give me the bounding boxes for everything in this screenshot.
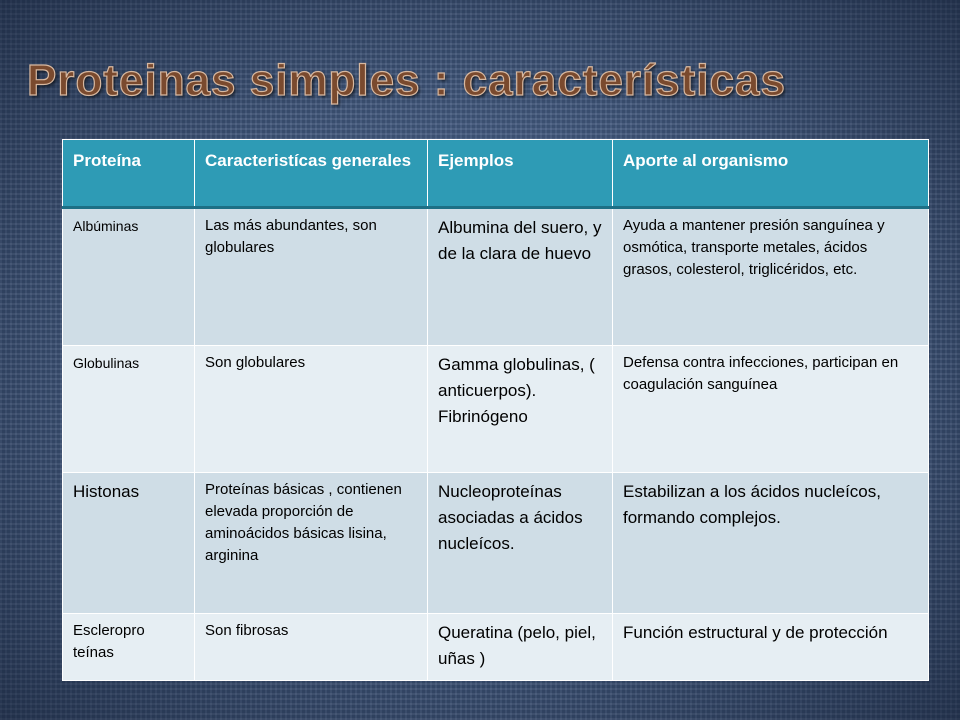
cell-aporte: Función estructural y de protección [613,614,929,681]
table-row [63,208,929,346]
cell-caracteristicas: Son globulares [195,346,428,473]
cell-ejemplos: Nucleoproteínas asociadas a ácidos nucleícos. [428,473,613,614]
header-ejemplos: Ejemplos [428,140,613,208]
table-row [63,614,929,681]
cell-proteina: Histonas [63,473,195,614]
table-row [63,346,929,473]
cell-aporte: Estabilizan a los ácidos nucleícos, formando complejos. [613,473,929,614]
protein-table [62,139,929,681]
cell-ejemplos: Queratina (pelo, piel, uñas ) [428,614,613,681]
protein-table-container [62,139,928,681]
cell-aporte: Defensa contra infecciones, participan en coagulación sanguínea [613,346,929,473]
cell-aporte: Ayuda a mantener presión sanguínea y osmótica, transporte metales, ácidos grasos, colesterol, triglicéridos, etc. [613,208,929,346]
cell-proteina: Globulinas [63,346,195,473]
cell-ejemplos: Albumina del suero, y de la clara de huevo [428,208,613,346]
cell-proteina: Albúminas [63,208,195,346]
table-row [63,473,929,614]
slide-title: Proteinas simples : características [27,56,786,105]
cell-caracteristicas: Son fibrosas [195,614,428,681]
header-caracteristicas: Caracteristícas generales [195,140,428,208]
cell-ejemplos: Gamma globulinas, ( anticuerpos). Fibrinógeno [428,346,613,473]
cell-proteina: Escleropro teínas [63,614,195,681]
table-header-row [63,140,929,208]
cell-caracteristicas: Las más abundantes, son globulares [195,208,428,346]
header-aporte: Aporte al organismo [613,140,929,208]
cell-caracteristicas: Proteínas básicas , contienen elevada proporción de aminoácidos básicas lisina, arginina [195,473,428,614]
header-proteina: Proteína [63,140,195,208]
